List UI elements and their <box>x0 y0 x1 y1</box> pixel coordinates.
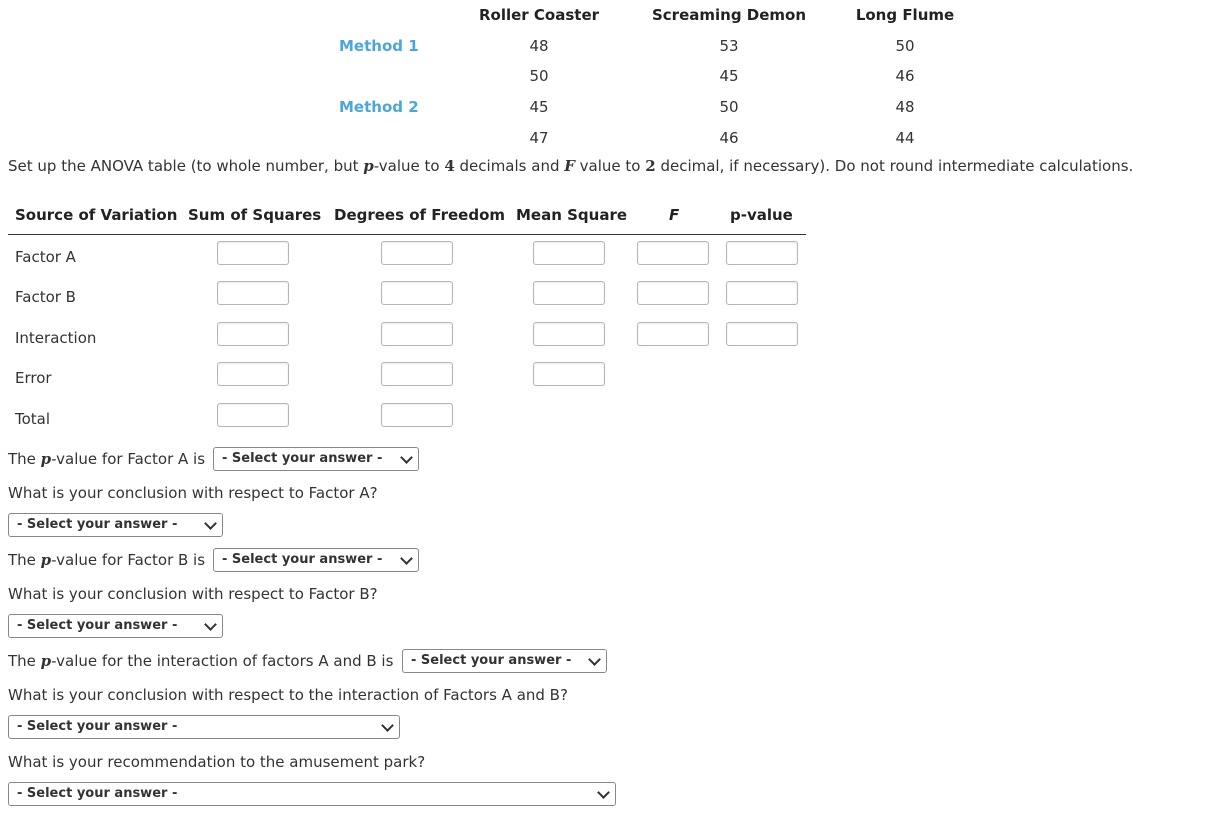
error-ms-input[interactable] <box>533 362 605 386</box>
cell: 50 <box>719 98 739 116</box>
interaction-ss-input[interactable] <box>217 322 289 346</box>
factor-b-f-input[interactable] <box>637 281 709 305</box>
method-2-label: Method 2 <box>339 98 419 116</box>
factor-a-f-input[interactable] <box>637 241 709 265</box>
interaction-ms-input[interactable] <box>533 322 605 346</box>
factor-a-pvalue-input[interactable] <box>726 241 798 265</box>
total-df-input[interactable] <box>381 403 453 427</box>
anova-header-f: F <box>669 206 680 224</box>
anova-header-df: Degrees of Freedom <box>334 206 506 224</box>
cell: 47 <box>529 129 549 147</box>
pvalue-interaction-question: The p-value for the interaction of factors A and B is <box>8 652 394 670</box>
pvalue-factor-a-select[interactable]: - Select your answer - <box>213 447 419 471</box>
interaction-f-input[interactable] <box>637 322 709 346</box>
conclusion-factor-a-select[interactable]: - Select your answer - <box>8 513 223 537</box>
cell: 48 <box>529 37 549 55</box>
chevron-down-icon <box>400 552 413 565</box>
error-ss-input[interactable] <box>217 362 289 386</box>
cell: 50 <box>529 67 549 85</box>
conclusion-interaction-question: What is your conclusion with respect to the interaction of Factors A and B? <box>8 686 568 704</box>
chevron-down-icon <box>204 517 217 530</box>
factor-a-ms-input[interactable] <box>533 241 605 265</box>
conclusion-factor-a-question: What is your conclusion with respect to Factor A? <box>8 484 378 502</box>
conclusion-factor-b-select[interactable]: - Select your answer - <box>8 614 223 638</box>
cell: 45 <box>529 98 549 116</box>
anova-header-source: Source of Variation <box>15 206 178 224</box>
cell: 45 <box>719 67 739 85</box>
pvalue-factor-a-question: The p-value for Factor A is <box>8 450 206 468</box>
conclusion-factor-b-question: What is your conclusion with respect to Factor B? <box>8 585 378 603</box>
factor-a-ss-input[interactable] <box>217 241 289 265</box>
anova-header-ss: Sum of Squares <box>188 206 322 224</box>
cell: 50 <box>895 37 915 55</box>
total-ss-input[interactable] <box>217 403 289 427</box>
interaction-df-input[interactable] <box>381 322 453 346</box>
conclusion-interaction-select[interactable]: - Select your answer - <box>8 715 400 739</box>
row-label-factor-a: Factor A <box>15 248 76 266</box>
chevron-down-icon <box>204 618 217 631</box>
row-label-error: Error <box>15 369 52 387</box>
method-1-label: Method 1 <box>339 37 419 55</box>
factor-b-ss-input[interactable] <box>217 281 289 305</box>
pvalue-factor-b-question: The p-value for Factor B is <box>8 551 206 569</box>
factor-b-pvalue-input[interactable] <box>726 281 798 305</box>
cell: 44 <box>895 129 915 147</box>
chevron-down-icon <box>400 451 413 464</box>
cell: 48 <box>895 98 915 116</box>
row-label-total: Total <box>15 410 51 428</box>
anova-header-pvalue: p-value <box>730 206 793 224</box>
factor-b-ms-input[interactable] <box>533 281 605 305</box>
pvalue-factor-b-select[interactable]: - Select your answer - <box>213 548 419 572</box>
anova-header-rule <box>8 234 806 235</box>
chevron-down-icon <box>588 653 601 666</box>
factor-a-df-input[interactable] <box>381 241 453 265</box>
col-header-long-flume: Long Flume <box>855 6 955 24</box>
row-label-interaction: Interaction <box>15 329 97 347</box>
chevron-down-icon <box>381 719 394 732</box>
instructions-text: Set up the ANOVA table (to whole number, but p-value to 4 decimals and F value to 2 decimal, if necessary). Do not round intermediate calculations. <box>8 157 1134 175</box>
error-df-input[interactable] <box>381 362 453 386</box>
cell: 46 <box>719 129 739 147</box>
cell: 46 <box>895 67 915 85</box>
factor-b-df-input[interactable] <box>381 281 453 305</box>
cell: 53 <box>719 37 739 55</box>
row-label-factor-b: Factor B <box>15 288 76 306</box>
recommendation-question: What is your recommendation to the amusement park? <box>8 753 426 771</box>
anova-header-ms: Mean Square <box>516 206 628 224</box>
chevron-down-icon <box>597 786 610 799</box>
col-header-screaming-demon: Screaming Demon <box>651 6 807 24</box>
pvalue-interaction-select[interactable]: - Select your answer - <box>402 649 607 673</box>
col-header-roller-coaster: Roller Coaster <box>478 6 600 24</box>
recommendation-select[interactable]: - Select your answer - <box>8 782 616 806</box>
interaction-pvalue-input[interactable] <box>726 322 798 346</box>
